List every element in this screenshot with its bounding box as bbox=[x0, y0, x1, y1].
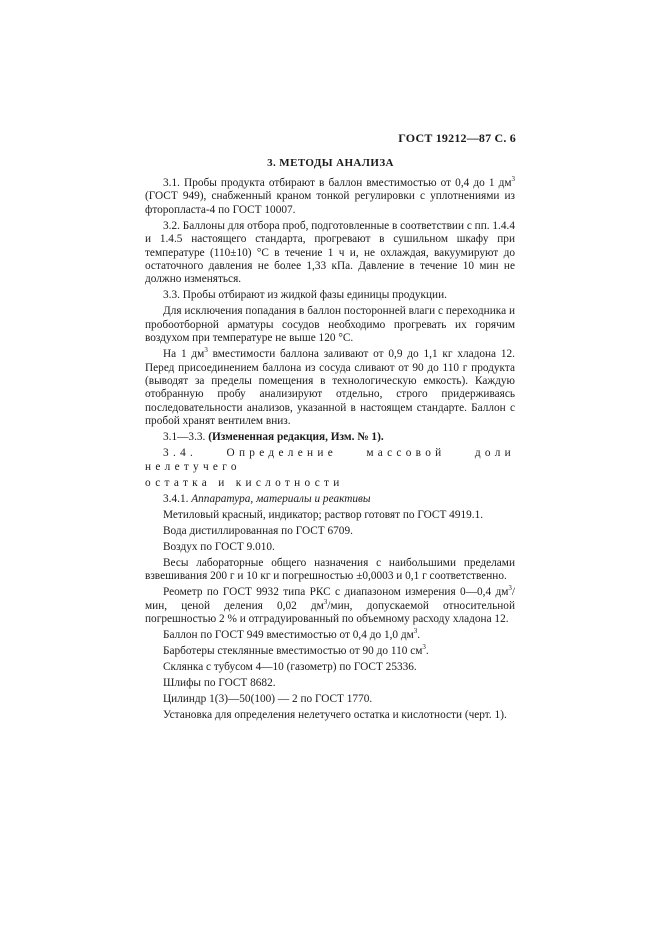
subsection-heading-3-4: 3.4. Определение массовой доли нелетучего bbox=[145, 447, 515, 473]
paragraph-filling: На 1 $дм^3$ вместимости баллона заливают от 0,9 до 1,1 кг хладона 12. Перед присоединением баллона из сосуда сливают от 90 до 110 г продукта (выводят за пределы помещения в технологическую емкость). Каждую отобранную пробу анализируют отдельно, строго придерживаясь последовательности анализов, указанной в настоящем стандарте. Баллон с пробой хранят вентилем вниз. bbox=[145, 346, 515, 428]
item-methyl-red: Метиловый красный, индикатор; раствор готовят по ГОСТ 4919.1. bbox=[163, 508, 484, 521]
item-water: Вода дистиллированная по ГОСТ 6709. bbox=[163, 524, 353, 537]
item-joints: Шлифы по ГОСТ 8682. bbox=[163, 676, 276, 689]
item-cylinder-balloon: Баллон по ГОСТ 949 вместимостью от 0,4 до 1,0 $дм^3$. bbox=[163, 627, 421, 641]
paragraph-3-2: 3.2. Баллоны для отбора проб, подготовленные в соответствии с пп. 1.4.4 и 1.4.5 настоящего стандарта, прогревают в сушильном шкафу при температуре (110±10) °С в течение 1 ч и, не охлаждая, вакуумируют до остаточного давления не более 1,33 кПа. Давление в течение 10 мин не должно изменяться. bbox=[145, 219, 515, 286]
item-air: Воздух по ГОСТ 9.010. bbox=[163, 540, 275, 553]
document-body bbox=[145, 177, 515, 725]
section-title: 3. МЕТОДЫ АНАЛИЗА bbox=[267, 157, 394, 169]
item-graduated-cylinder: Цилиндр 1(3)—50(100) — 2 по ГОСТ 1770. bbox=[163, 692, 373, 705]
page-header: ГОСТ 19212—87 С. 6 bbox=[398, 131, 516, 145]
item-rheometer: Реометр по ГОСТ 9932 типа РКС с диапазоном измерения 0—0,4 $дм^3$/мин, ценой деления 0,02 $дм^3$/мин, допускаемой относительной погрешностью 2 % и отградуированный по объемному расходу хладона 12. bbox=[145, 584, 515, 625]
paragraph-3-1: 3.1. Пробы продукта отбирают в баллон вместимостью от 0,4 до 1 $дм^3$ (ГОСТ 949), снабженный краном тонкой регулировки с уплотнениями из фторопласта-4 по ГОСТ 10007. bbox=[145, 175, 515, 216]
paragraph-3-3: 3.3. Пробы отбирают из жидкой фазы единицы продукции. bbox=[163, 289, 447, 302]
item-scales: Весы лабораторные общего назначения с наибольшими пределами взвешивания 200 г и 10 кг и погрешностью ±0,0003 и 0,1 г соответственно. bbox=[145, 556, 515, 583]
item-apparatus: Установка для определения нелетучего остатка и кислотности (черт. 1). bbox=[163, 708, 507, 721]
item-gasometer: Склянка с тубусом 4—10 (газометр) по ГОСТ 25336. bbox=[163, 660, 417, 673]
subsection-heading-3-4-cont: остатка и кислотности bbox=[145, 476, 344, 489]
paragraph-moisture: Для исключения попадания в баллон посторонней влаги с переходника и пробоотборной арматуры сосудов необходимо прогревать их горячим воздухом при температуре не выше 120 °С. bbox=[145, 305, 515, 345]
paragraph-revision-note: 3.1—3.3. (Измененная редакция, Изм. № 1). bbox=[163, 431, 384, 444]
subsection-heading-3-4-1: 3.4.1. Аппаратура, материалы и реактивы bbox=[163, 492, 371, 505]
item-bubblers: Барботеры стеклянные вместимостью от 90 до 110 $см^3$. bbox=[163, 643, 429, 657]
